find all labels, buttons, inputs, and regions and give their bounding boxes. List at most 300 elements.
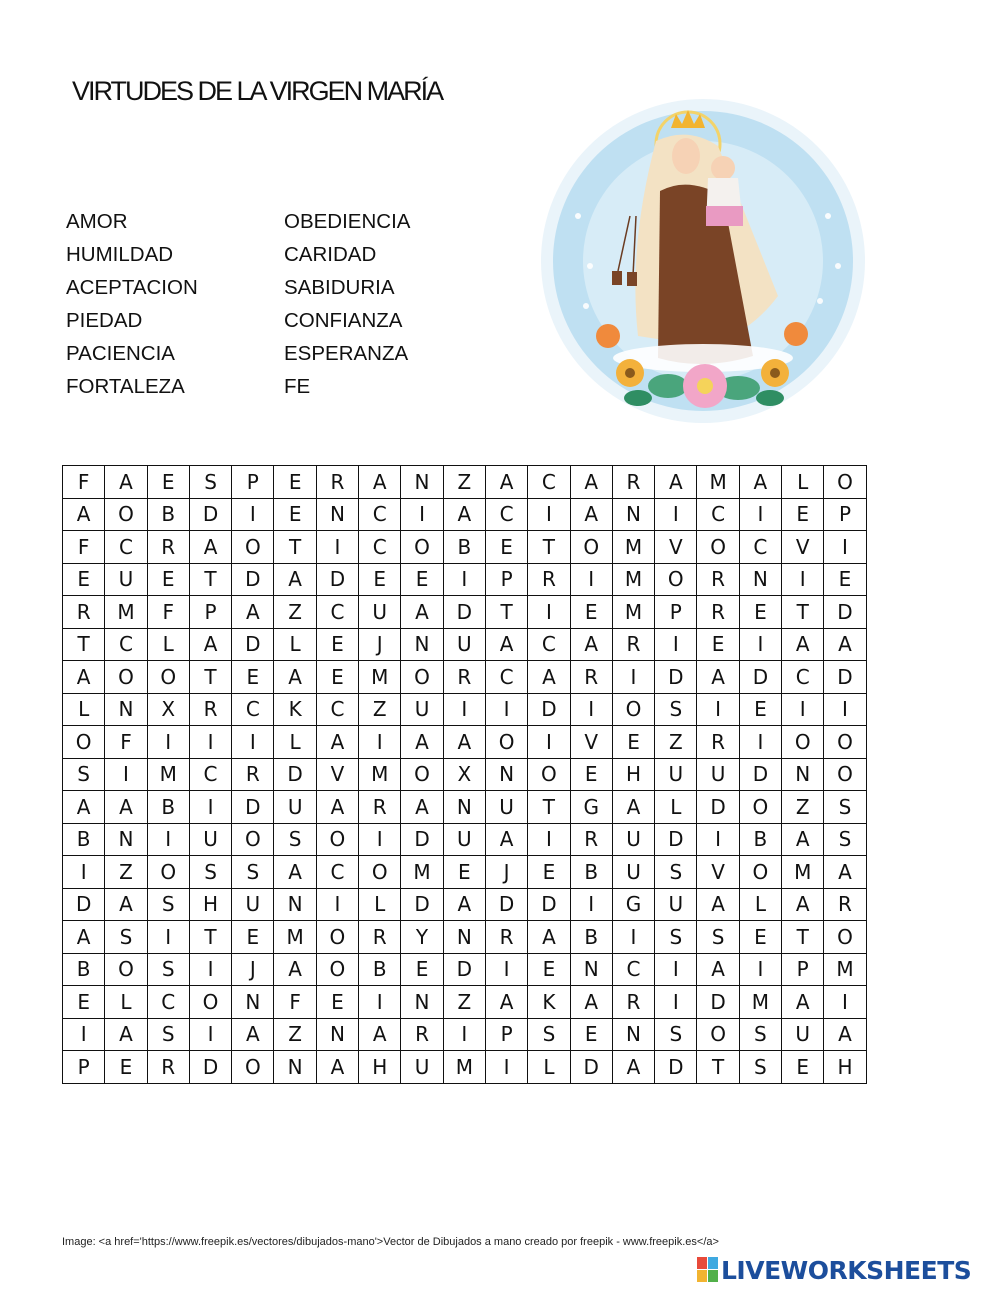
grid-cell[interactable]: F [274,986,316,1019]
grid-cell[interactable]: E [612,726,654,759]
grid-cell[interactable]: A [274,856,316,889]
grid-cell[interactable]: O [105,498,147,531]
grid-cell[interactable]: E [739,921,781,954]
grid-cell[interactable]: R [570,661,612,694]
grid-cell[interactable]: X [443,758,485,791]
grid-cell[interactable]: M [824,953,866,986]
grid-cell[interactable]: P [655,596,697,629]
grid-cell[interactable]: N [443,791,485,824]
grid-cell[interactable]: J [485,856,527,889]
grid-cell[interactable]: B [147,498,189,531]
grid-cell[interactable]: N [232,986,274,1019]
grid-cell[interactable]: A [63,661,105,694]
grid-cell[interactable]: V [782,531,824,564]
grid-cell[interactable]: E [147,563,189,596]
grid-cell[interactable]: A [359,1018,401,1051]
grid-cell[interactable]: U [189,823,231,856]
grid-cell[interactable]: I [359,823,401,856]
grid-cell[interactable]: O [739,791,781,824]
grid-cell[interactable]: L [359,888,401,921]
grid-cell[interactable]: I [189,726,231,759]
grid-cell[interactable]: R [147,531,189,564]
grid-cell[interactable]: A [401,726,443,759]
grid-cell[interactable]: N [401,466,443,499]
grid-cell[interactable]: S [147,888,189,921]
grid-cell[interactable]: A [739,466,781,499]
grid-cell[interactable]: I [528,823,570,856]
grid-cell[interactable]: E [824,563,866,596]
grid-cell[interactable]: I [655,986,697,1019]
grid-cell[interactable]: A [697,888,739,921]
grid-cell[interactable]: E [63,563,105,596]
grid-cell[interactable]: E [570,596,612,629]
grid-cell[interactable]: O [824,466,866,499]
grid-cell[interactable]: A [316,1051,358,1084]
grid-cell[interactable]: N [570,953,612,986]
grid-cell[interactable]: O [401,758,443,791]
grid-cell[interactable]: I [782,693,824,726]
grid-cell[interactable]: U [697,758,739,791]
grid-cell[interactable]: U [401,1051,443,1084]
grid-cell[interactable]: B [63,823,105,856]
grid-cell[interactable]: I [316,531,358,564]
grid-cell[interactable]: I [316,888,358,921]
grid-cell[interactable]: C [485,661,527,694]
grid-cell[interactable]: O [528,758,570,791]
grid-cell[interactable]: I [528,498,570,531]
grid-cell[interactable]: E [316,986,358,1019]
grid-cell[interactable]: S [63,758,105,791]
grid-cell[interactable]: O [697,531,739,564]
grid-cell[interactable]: L [63,693,105,726]
grid-cell[interactable]: T [782,921,824,954]
grid-cell[interactable]: R [147,1051,189,1084]
grid-cell[interactable]: C [528,466,570,499]
grid-cell[interactable]: R [697,596,739,629]
grid-cell[interactable]: A [782,888,824,921]
grid-cell[interactable]: M [359,758,401,791]
grid-cell[interactable]: A [528,661,570,694]
grid-cell[interactable]: B [739,823,781,856]
grid-cell[interactable]: A [570,498,612,531]
grid-cell[interactable]: E [316,628,358,661]
grid-cell[interactable]: E [782,1051,824,1084]
grid-cell[interactable]: D [443,596,485,629]
grid-cell[interactable]: N [105,823,147,856]
grid-cell[interactable]: A [274,661,316,694]
grid-cell[interactable]: A [105,888,147,921]
grid-cell[interactable]: T [485,596,527,629]
grid-cell[interactable]: E [147,466,189,499]
grid-cell[interactable]: T [274,531,316,564]
grid-cell[interactable]: D [232,563,274,596]
grid-cell[interactable]: O [232,823,274,856]
grid-cell[interactable]: I [655,628,697,661]
grid-cell[interactable]: I [824,693,866,726]
grid-cell[interactable]: C [359,531,401,564]
grid-cell[interactable]: N [105,693,147,726]
grid-cell[interactable]: T [63,628,105,661]
grid-cell[interactable]: S [824,823,866,856]
grid-cell[interactable]: V [570,726,612,759]
grid-cell[interactable]: D [401,823,443,856]
grid-cell[interactable]: I [232,498,274,531]
grid-cell[interactable]: T [697,1051,739,1084]
grid-cell[interactable]: P [63,1051,105,1084]
grid-cell[interactable]: M [147,758,189,791]
grid-cell[interactable]: C [739,531,781,564]
grid-cell[interactable]: A [485,986,527,1019]
grid-cell[interactable]: U [105,563,147,596]
grid-cell[interactable]: E [739,693,781,726]
grid-cell[interactable]: M [782,856,824,889]
grid-cell[interactable]: N [274,888,316,921]
grid-cell[interactable]: P [485,1018,527,1051]
grid-cell[interactable]: M [274,921,316,954]
grid-cell[interactable]: R [316,466,358,499]
grid-cell[interactable]: I [443,693,485,726]
grid-cell[interactable]: P [824,498,866,531]
grid-cell[interactable]: L [105,986,147,1019]
grid-cell[interactable]: D [274,758,316,791]
grid-cell[interactable]: Y [401,921,443,954]
grid-cell[interactable]: I [147,921,189,954]
grid-cell[interactable]: E [570,758,612,791]
grid-cell[interactable]: C [232,693,274,726]
grid-cell[interactable]: E [359,563,401,596]
grid-cell[interactable]: D [697,986,739,1019]
grid-cell[interactable]: T [189,563,231,596]
grid-cell[interactable]: O [824,921,866,954]
grid-cell[interactable]: U [443,823,485,856]
grid-cell[interactable]: G [612,888,654,921]
grid-cell[interactable]: D [232,791,274,824]
grid-cell[interactable]: C [528,628,570,661]
grid-cell[interactable]: E [485,531,527,564]
grid-cell[interactable]: N [401,986,443,1019]
grid-cell[interactable]: L [655,791,697,824]
grid-cell[interactable]: O [782,726,824,759]
grid-cell[interactable]: M [697,466,739,499]
grid-cell[interactable]: O [401,661,443,694]
grid-cell[interactable]: E [232,661,274,694]
grid-cell[interactable]: E [528,856,570,889]
grid-cell[interactable]: A [782,823,824,856]
grid-cell[interactable]: U [782,1018,824,1051]
grid-cell[interactable]: Z [782,791,824,824]
grid-cell[interactable]: S [655,856,697,889]
grid-cell[interactable]: O [401,531,443,564]
grid-cell[interactable]: O [485,726,527,759]
grid-cell[interactable]: D [570,1051,612,1084]
grid-cell[interactable]: S [739,1018,781,1051]
grid-cell[interactable]: A [485,466,527,499]
grid-cell[interactable]: E [401,563,443,596]
grid-cell[interactable]: F [63,466,105,499]
grid-cell[interactable]: D [316,563,358,596]
grid-cell[interactable]: S [824,791,866,824]
grid-cell[interactable]: S [274,823,316,856]
grid-cell[interactable]: C [147,986,189,1019]
grid-cell[interactable]: X [147,693,189,726]
grid-cell[interactable]: E [105,1051,147,1084]
grid-cell[interactable]: I [147,726,189,759]
grid-cell[interactable]: M [612,531,654,564]
grid-cell[interactable]: A [274,563,316,596]
grid-cell[interactable]: A [443,726,485,759]
grid-cell[interactable]: I [189,1018,231,1051]
grid-cell[interactable]: L [147,628,189,661]
grid-cell[interactable]: R [528,563,570,596]
grid-cell[interactable]: A [782,986,824,1019]
grid-cell[interactable]: U [443,628,485,661]
grid-cell[interactable]: J [359,628,401,661]
grid-cell[interactable]: B [443,531,485,564]
grid-cell[interactable]: C [359,498,401,531]
grid-cell[interactable]: A [824,1018,866,1051]
grid-cell[interactable]: M [401,856,443,889]
grid-cell[interactable]: V [655,531,697,564]
grid-cell[interactable]: N [782,758,824,791]
grid-cell[interactable]: L [274,628,316,661]
grid-cell[interactable]: S [189,466,231,499]
grid-cell[interactable]: U [232,888,274,921]
grid-cell[interactable]: I [105,758,147,791]
grid-cell[interactable]: I [739,726,781,759]
grid-cell[interactable]: E [443,856,485,889]
grid-cell[interactable]: A [359,466,401,499]
grid-cell[interactable]: I [655,953,697,986]
grid-cell[interactable]: C [189,758,231,791]
grid-cell[interactable]: R [824,888,866,921]
grid-cell[interactable]: C [105,628,147,661]
grid-cell[interactable]: M [612,596,654,629]
grid-cell[interactable]: E [274,498,316,531]
grid-cell[interactable]: N [443,921,485,954]
grid-cell[interactable]: F [147,596,189,629]
grid-cell[interactable]: Z [443,986,485,1019]
grid-cell[interactable]: E [739,596,781,629]
grid-cell[interactable]: S [655,921,697,954]
grid-cell[interactable]: L [528,1051,570,1084]
grid-cell[interactable]: N [316,498,358,531]
grid-cell[interactable]: A [232,596,274,629]
grid-cell[interactable]: B [570,856,612,889]
grid-cell[interactable]: S [147,953,189,986]
grid-cell[interactable]: E [401,953,443,986]
grid-cell[interactable]: D [739,661,781,694]
grid-cell[interactable]: I [485,1051,527,1084]
grid-cell[interactable]: R [189,693,231,726]
grid-cell[interactable]: A [570,466,612,499]
grid-cell[interactable]: I [655,498,697,531]
grid-cell[interactable]: U [655,758,697,791]
grid-cell[interactable]: L [739,888,781,921]
grid-cell[interactable]: V [697,856,739,889]
grid-cell[interactable]: A [824,856,866,889]
grid-cell[interactable]: D [63,888,105,921]
grid-cell[interactable]: N [316,1018,358,1051]
grid-cell[interactable]: C [612,953,654,986]
grid-cell[interactable]: A [316,726,358,759]
grid-cell[interactable]: V [316,758,358,791]
grid-cell[interactable]: I [570,888,612,921]
grid-cell[interactable]: A [824,628,866,661]
grid-cell[interactable]: B [63,953,105,986]
grid-cell[interactable]: P [782,953,824,986]
grid-cell[interactable]: O [739,856,781,889]
grid-cell[interactable]: K [274,693,316,726]
grid-cell[interactable]: R [401,1018,443,1051]
grid-cell[interactable]: D [189,1051,231,1084]
grid-cell[interactable]: T [528,791,570,824]
grid-cell[interactable]: T [189,661,231,694]
grid-cell[interactable]: D [655,1051,697,1084]
grid-cell[interactable]: R [359,921,401,954]
grid-cell[interactable]: O [655,563,697,596]
grid-cell[interactable]: O [147,661,189,694]
grid-cell[interactable]: U [655,888,697,921]
grid-cell[interactable]: D [232,628,274,661]
grid-cell[interactable]: R [697,726,739,759]
grid-cell[interactable]: O [612,693,654,726]
grid-cell[interactable]: I [739,628,781,661]
grid-cell[interactable]: A [782,628,824,661]
grid-cell[interactable]: D [655,823,697,856]
grid-cell[interactable]: H [359,1051,401,1084]
grid-cell[interactable]: I [443,1018,485,1051]
grid-cell[interactable]: D [824,661,866,694]
grid-cell[interactable]: E [528,953,570,986]
grid-cell[interactable]: Z [274,596,316,629]
grid-cell[interactable]: I [824,531,866,564]
grid-cell[interactable]: A [401,791,443,824]
grid-cell[interactable]: D [401,888,443,921]
grid-cell[interactable]: A [63,498,105,531]
grid-cell[interactable]: M [612,563,654,596]
grid-cell[interactable]: I [739,498,781,531]
grid-cell[interactable]: I [401,498,443,531]
grid-cell[interactable]: S [147,1018,189,1051]
grid-cell[interactable]: N [401,628,443,661]
grid-cell[interactable]: I [189,953,231,986]
grid-cell[interactable]: I [232,726,274,759]
grid-cell[interactable]: S [739,1051,781,1084]
grid-cell[interactable]: I [485,693,527,726]
grid-cell[interactable]: A [316,791,358,824]
grid-cell[interactable]: A [612,791,654,824]
grid-cell[interactable]: B [359,953,401,986]
grid-cell[interactable]: O [824,758,866,791]
grid-cell[interactable]: C [316,856,358,889]
grid-cell[interactable]: U [612,856,654,889]
grid-cell[interactable]: L [274,726,316,759]
grid-cell[interactable]: L [782,466,824,499]
grid-cell[interactable]: S [655,693,697,726]
grid-cell[interactable]: D [824,596,866,629]
grid-cell[interactable]: J [232,953,274,986]
grid-cell[interactable]: R [485,921,527,954]
grid-cell[interactable]: Z [274,1018,316,1051]
grid-cell[interactable]: U [274,791,316,824]
grid-cell[interactable]: H [189,888,231,921]
grid-cell[interactable]: P [189,596,231,629]
grid-cell[interactable]: I [528,596,570,629]
grid-cell[interactable]: M [443,1051,485,1084]
grid-cell[interactable]: T [782,596,824,629]
grid-cell[interactable]: U [359,596,401,629]
grid-cell[interactable]: O [189,986,231,1019]
grid-cell[interactable]: A [232,1018,274,1051]
grid-cell[interactable]: R [612,986,654,1019]
grid-cell[interactable]: I [528,726,570,759]
grid-cell[interactable]: I [570,563,612,596]
grid-cell[interactable]: E [570,1018,612,1051]
grid-cell[interactable]: S [105,921,147,954]
grid-cell[interactable]: A [485,823,527,856]
grid-cell[interactable]: C [697,498,739,531]
grid-cell[interactable]: O [105,661,147,694]
grid-cell[interactable]: S [232,856,274,889]
grid-cell[interactable]: U [401,693,443,726]
grid-cell[interactable]: M [739,986,781,1019]
grid-cell[interactable]: I [189,791,231,824]
grid-cell[interactable]: N [612,1018,654,1051]
grid-cell[interactable]: D [485,888,527,921]
grid-cell[interactable]: D [655,661,697,694]
grid-cell[interactable]: N [739,563,781,596]
grid-cell[interactable]: R [697,563,739,596]
grid-cell[interactable]: S [528,1018,570,1051]
grid-cell[interactable]: A [697,953,739,986]
grid-cell[interactable]: E [697,628,739,661]
grid-cell[interactable]: P [232,466,274,499]
grid-cell[interactable]: D [528,888,570,921]
grid-cell[interactable]: R [612,628,654,661]
grid-cell[interactable]: M [105,596,147,629]
grid-cell[interactable]: O [316,921,358,954]
grid-cell[interactable]: P [485,563,527,596]
grid-cell[interactable]: R [359,791,401,824]
grid-cell[interactable]: E [782,498,824,531]
grid-cell[interactable]: I [697,823,739,856]
grid-cell[interactable]: O [359,856,401,889]
grid-cell[interactable]: I [443,563,485,596]
grid-cell[interactable]: E [316,661,358,694]
grid-cell[interactable]: I [63,1018,105,1051]
grid-cell[interactable]: D [697,791,739,824]
grid-cell[interactable]: O [316,823,358,856]
grid-cell[interactable]: D [189,498,231,531]
grid-cell[interactable]: I [612,921,654,954]
grid-cell[interactable]: E [232,921,274,954]
grid-cell[interactable]: B [570,921,612,954]
grid-cell[interactable]: O [232,1051,274,1084]
word-search-grid[interactable] [62,465,867,1084]
grid-cell[interactable]: O [105,953,147,986]
grid-cell[interactable]: I [570,693,612,726]
grid-cell[interactable]: A [485,628,527,661]
grid-cell[interactable]: A [570,986,612,1019]
grid-cell[interactable]: D [739,758,781,791]
grid-cell[interactable]: O [232,531,274,564]
grid-cell[interactable]: A [697,661,739,694]
grid-cell[interactable]: I [359,726,401,759]
grid-cell[interactable]: I [739,953,781,986]
grid-cell[interactable]: I [147,823,189,856]
grid-cell[interactable]: O [697,1018,739,1051]
grid-cell[interactable]: I [63,856,105,889]
